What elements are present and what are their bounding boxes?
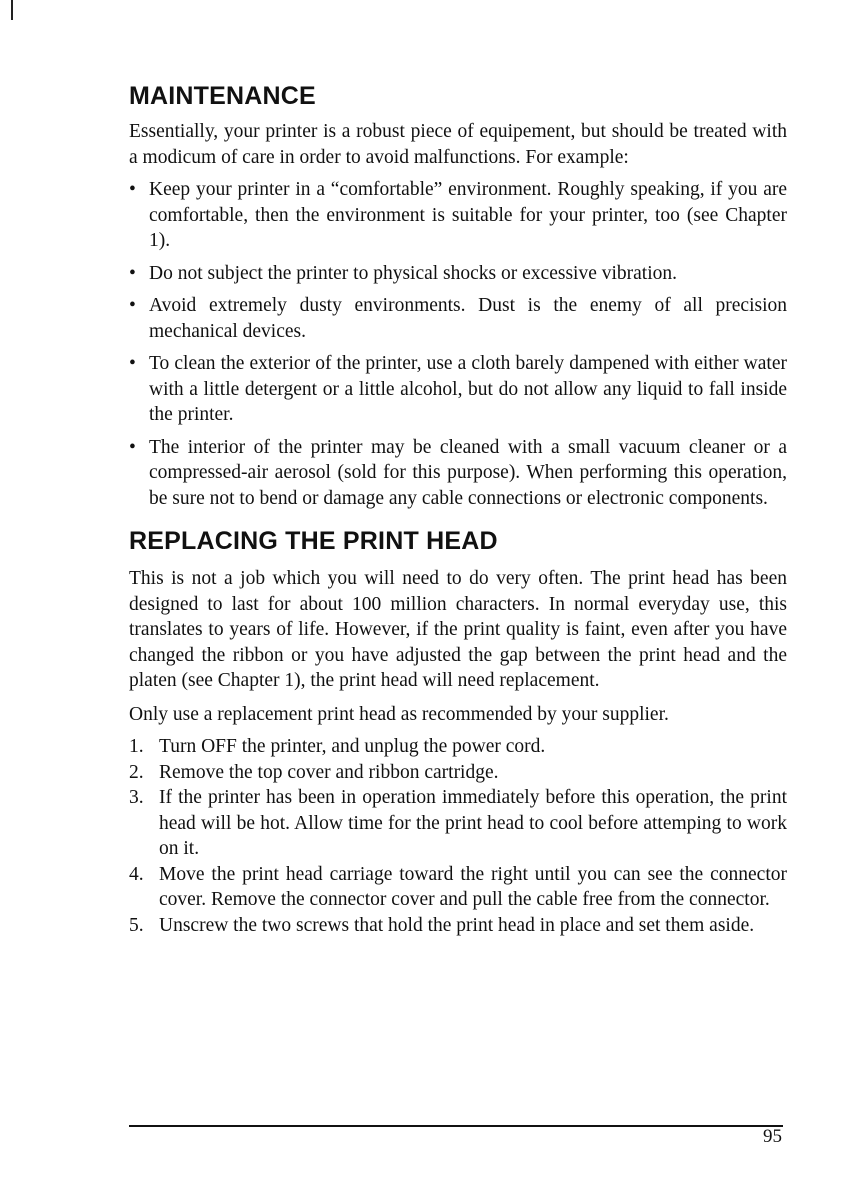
step-number: 1. bbox=[129, 736, 144, 757]
step-number: 4. bbox=[129, 863, 144, 885]
bullet-text: The interior of the printer may be cleaned with a small vacuum cleaner or a compressed-air aerosol (sold for this purpose). When performing this operation, be sure not to bend or damage any cable connections or electronic components. bbox=[149, 436, 787, 509]
step-text: Remove the top cover and ribbon cartridge. bbox=[159, 761, 499, 783]
replacement-steps-list bbox=[129, 734, 787, 938]
bullet-item bbox=[129, 293, 787, 344]
replacing-supplier-note: Only use a replacement print head as recommended by your supplier. bbox=[129, 703, 669, 725]
bullet-item bbox=[129, 435, 787, 512]
step-item bbox=[129, 862, 787, 913]
maintenance-intro: Essentially, your printer is a robust piece of equipement, but should be treated with a modicum of care in order to avoid malfunctions. For example: bbox=[129, 121, 787, 168]
bullet-text: Avoid extremely dusty environments. Dust is the enemy of all precision mechanical devices. bbox=[149, 295, 787, 342]
replacing-section bbox=[129, 566, 787, 938]
bullet-item bbox=[129, 261, 787, 287]
bullet-text: Do not subject the printer to physical shocks or excessive vibration. bbox=[149, 262, 678, 284]
step-item bbox=[129, 760, 787, 786]
step-text: Move the print head carriage toward the right until you can see the connector cover. Remove the connector cover and pull the cable free from the connector. bbox=[159, 863, 787, 910]
page-content bbox=[129, 82, 787, 938]
bullet-icon: • bbox=[129, 179, 136, 200]
bullet-icon: • bbox=[129, 353, 136, 374]
maintenance-heading: MAINTENANCE bbox=[129, 82, 316, 110]
step-item bbox=[129, 785, 787, 862]
bullet-icon: • bbox=[129, 262, 136, 284]
step-number: 5. bbox=[129, 914, 144, 936]
step-text: Unscrew the two screws that hold the print head in place and set them aside. bbox=[159, 914, 755, 936]
margin-mark bbox=[11, 0, 13, 20]
replacing-print-head-heading: REPLACING THE PRINT HEAD bbox=[129, 527, 498, 555]
step-item bbox=[129, 913, 787, 939]
step-text: Turn OFF the printer, and unplug the power cord. bbox=[159, 736, 546, 757]
page-number: 95 bbox=[763, 1126, 782, 1147]
replacing-intro-paragraph: This is not a job which you will need to do very often. The print head has been designed to last for about 100 million characters. In normal everyday use, this translates to years of life. However, if the print quality is faint, even after you have changed the ribbon or you have adjusted the gap between the print head and the platen (see Chapter 1), the print head will need replacement. bbox=[129, 568, 787, 691]
bullet-icon: • bbox=[129, 436, 136, 458]
bullet-item bbox=[129, 177, 787, 254]
step-number: 3. bbox=[129, 787, 144, 808]
step-text: If the printer has been in operation immediately before this operation, the print head will be hot. Allow time for the print head to cool before attemping to work on it. bbox=[159, 787, 787, 859]
bullet-text: Keep your printer in a “comfortable” environment. Roughly speaking, if you are comfortable, then the environment is suitable for your printer, too (see Chapter 1). bbox=[149, 179, 787, 251]
step-number: 2. bbox=[129, 761, 144, 783]
step-item bbox=[129, 734, 787, 760]
maintenance-bullet-list bbox=[129, 177, 787, 511]
bullet-icon: • bbox=[129, 295, 136, 316]
maintenance-section bbox=[129, 119, 787, 511]
footer-rule bbox=[129, 1125, 783, 1127]
bullet-item bbox=[129, 351, 787, 428]
bullet-text: To clean the exterior of the printer, use a cloth barely dampened with either water with a little detergent or a little alcohol, but do not allow any liquid to fall inside the printer. bbox=[149, 353, 787, 425]
